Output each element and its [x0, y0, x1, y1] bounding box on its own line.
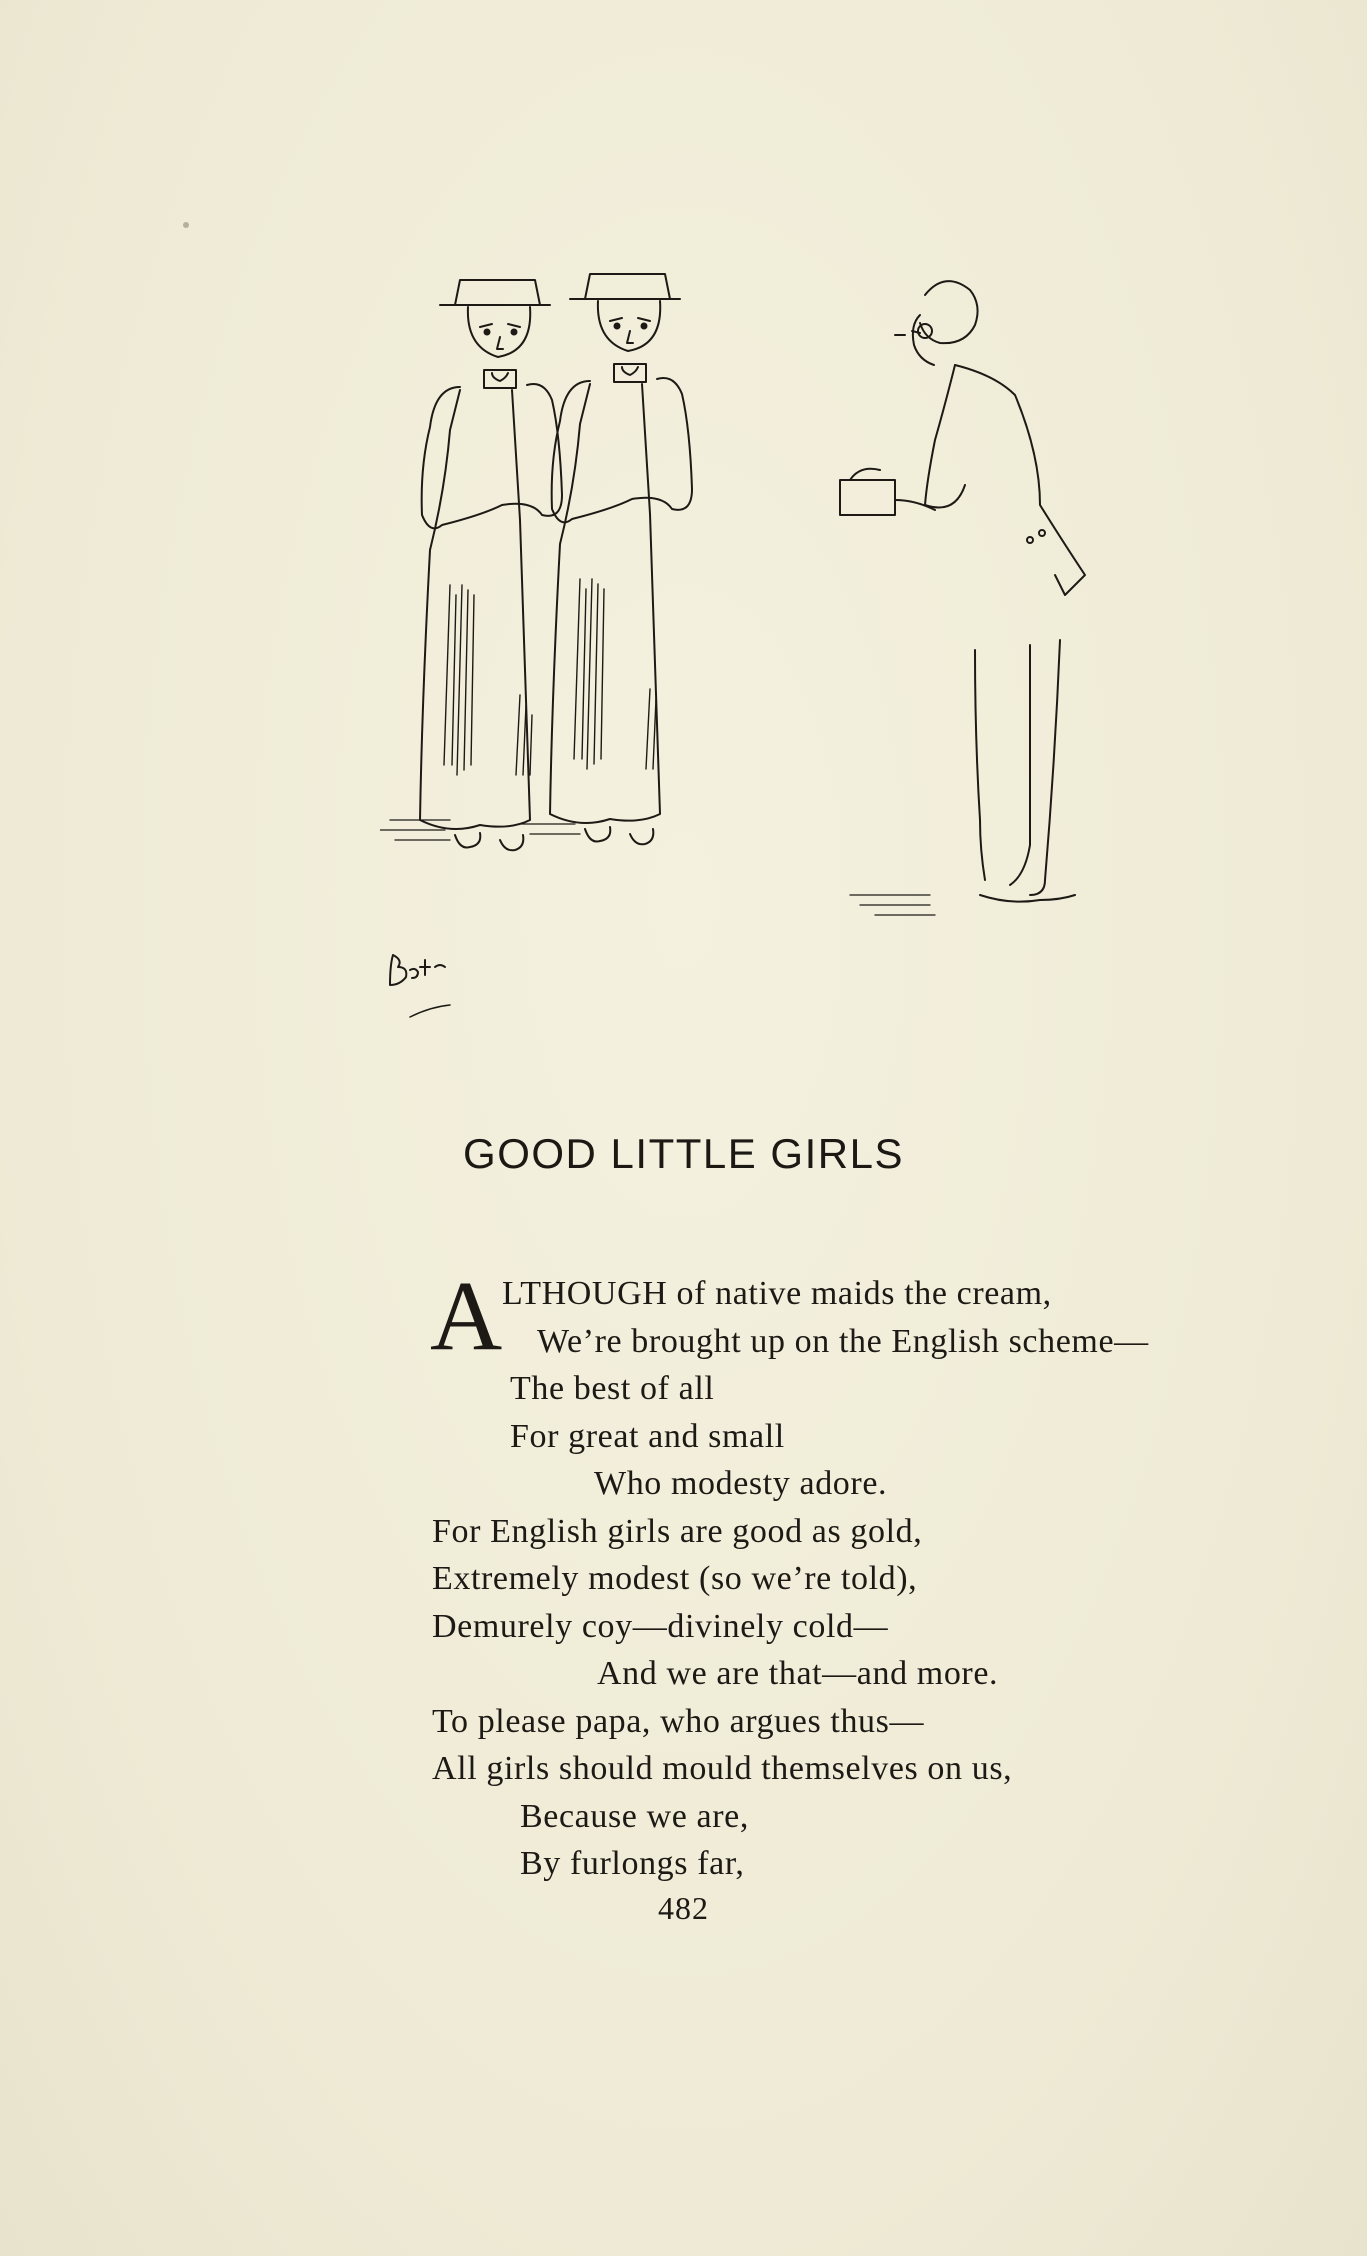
poem-line: LTHOUGH of native maids the cream, — [502, 1275, 1052, 1312]
girl-figure-left — [380, 280, 562, 850]
drop-cap: A — [430, 1260, 503, 1371]
poem-body — [430, 1260, 1149, 1888]
illustration — [380, 255, 1170, 1055]
signature-mark — [390, 955, 450, 1017]
poem-line: To please papa, who argues thus— — [432, 1702, 925, 1740]
old-gentleman-figure — [840, 281, 1085, 915]
poem-line: Extremely modest (so we’re told), — [432, 1560, 918, 1597]
poem-line: And we are that—and more. — [597, 1655, 999, 1692]
poem-title: GOOD LITTLE GIRLS — [463, 1130, 904, 1177]
poem-line: Because we are, — [520, 1797, 749, 1835]
girl-figure-middle — [520, 274, 692, 844]
poem-line: For great and small — [510, 1417, 785, 1455]
poem-line: Demurely coy—divinely cold— — [432, 1607, 889, 1645]
poem-line: We’re brought up on the English scheme— — [537, 1322, 1149, 1360]
paper-speck — [183, 222, 189, 228]
poem-line: For English girls are good as gold, — [432, 1512, 923, 1550]
poem-line: The best of all — [510, 1370, 715, 1407]
poem-line: Who modesty adore. — [594, 1465, 888, 1502]
poem-line: All girls should mould themselves on us, — [432, 1750, 1013, 1787]
poem-line: By furlongs far, — [520, 1845, 745, 1882]
page-number: 482 — [658, 1890, 709, 1926]
